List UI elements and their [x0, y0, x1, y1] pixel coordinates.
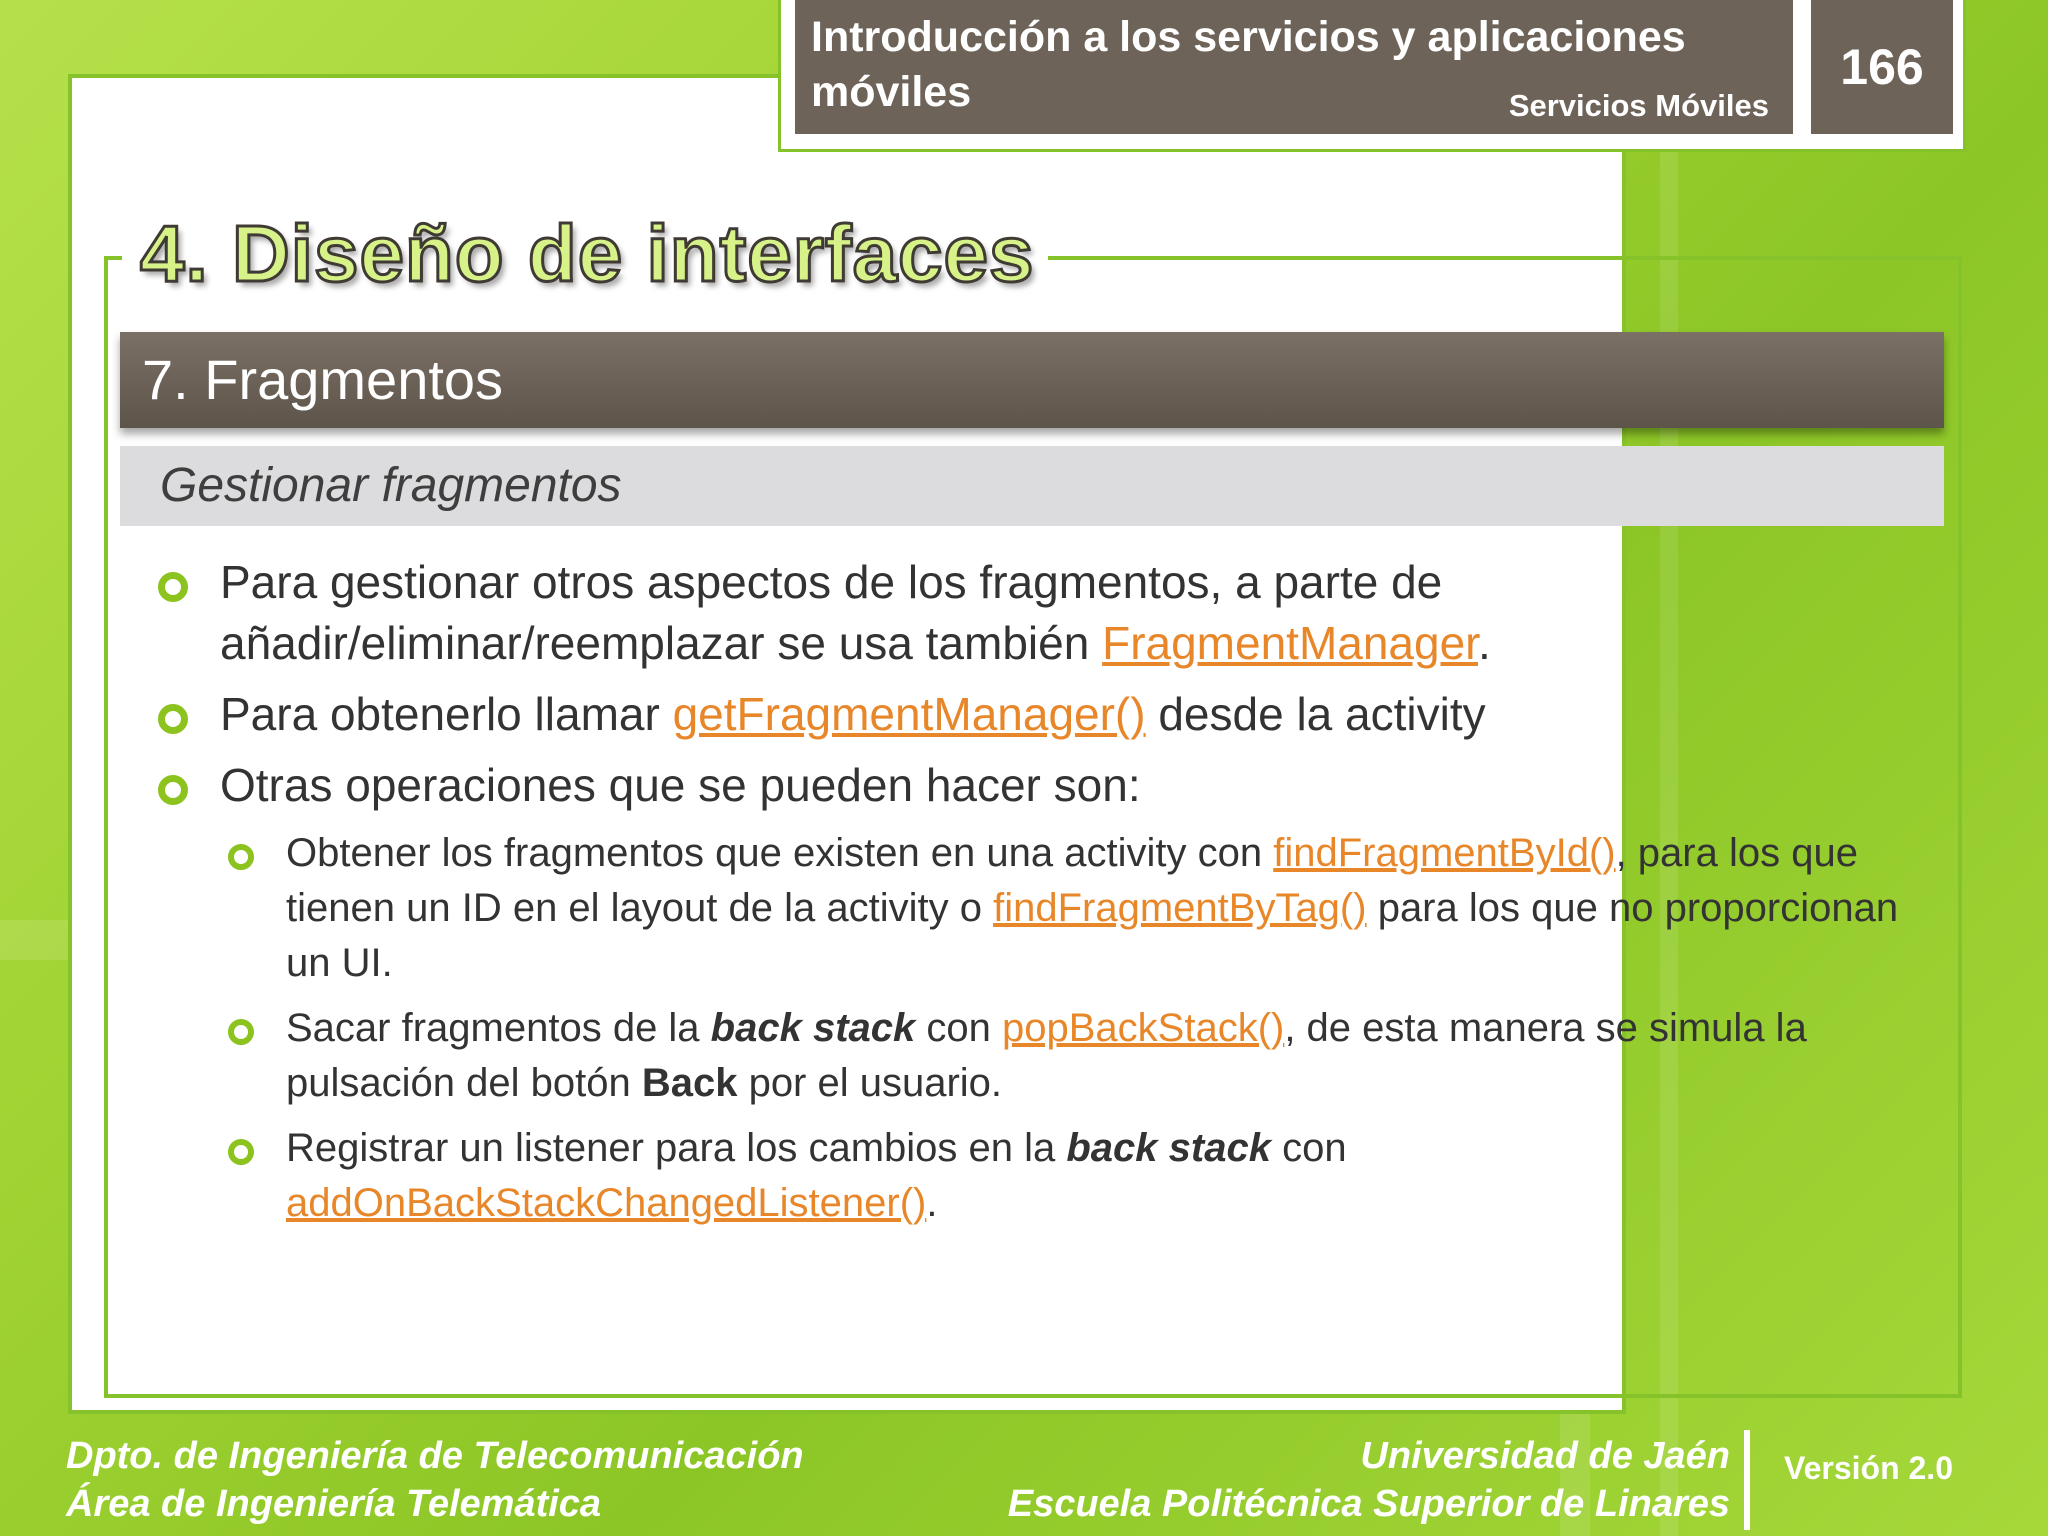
bullet-text: desde la activity [1145, 688, 1486, 740]
bullet-text: con [915, 1006, 1002, 1050]
course-title: Introducción a los servicios y aplicaciones móviles [811, 13, 1686, 116]
bullet-text: Sacar fragmentos de la [286, 1006, 711, 1050]
findfragmentbyid-link[interactable]: findFragmentById() [1273, 831, 1616, 875]
emphasis-text: back stack [1066, 1126, 1271, 1170]
frame-line [1958, 256, 1962, 1398]
bullet-list [158, 552, 1928, 1241]
bullet-text: , de esta manera se simula la pulsación del botón [286, 1006, 1807, 1105]
addonbackstackchangedlistener-link[interactable]: addOnBackStackChangedListener() [286, 1181, 927, 1225]
background-streak [0, 920, 70, 960]
bullet-text: Para gestionar otros aspectos de los fragmentos, a parte de añadir/eliminar/reemplazar se usa también [220, 556, 1443, 669]
sub-bullet-item [158, 1121, 1928, 1231]
frame-line [1048, 256, 1962, 260]
bullet-text: Para obtenerlo llamar [220, 688, 673, 740]
university-name: Universidad de Jaén [1360, 1435, 1730, 1477]
page-number: 166 [1811, 0, 1953, 134]
slide-title: 4. Diseño de interfaces [140, 209, 1035, 298]
bullet-text: . [926, 1181, 938, 1225]
bullet-item [158, 755, 1928, 816]
sub-bullet-icon [228, 1019, 254, 1045]
section-heading: 7. Fragmentos [120, 332, 1944, 428]
bullet-item [158, 684, 1928, 745]
fragmentmanager-link[interactable]: FragmentManager [1102, 617, 1478, 669]
findfragmentbytag-link[interactable]: findFragmentByTag() [993, 886, 1367, 930]
bullet-item [158, 552, 1928, 674]
footer-left [66, 1432, 804, 1528]
course-subtitle: Servicios Móviles [1508, 88, 1769, 123]
subsection-heading: Gestionar fragmentos [120, 446, 1944, 526]
bullet-text: para los que no proporcionan un UI. [286, 886, 1899, 985]
version-label: Versión 2.0 [1784, 1450, 1953, 1486]
bullet-text: Registrar un listener para los cambios en la [286, 1126, 1067, 1170]
frame-line [104, 256, 122, 260]
header-title-box [795, 0, 1793, 134]
bullet-text: . [1477, 617, 1491, 669]
school-name: Escuela Politécnica Superior de Linares [1007, 1483, 1730, 1525]
popbackstack-link[interactable]: popBackStack() [1001, 1006, 1285, 1050]
bullet-text: Obtener los fragmentos que existen en una activity con [286, 831, 1274, 875]
sub-bullet-item [158, 1001, 1928, 1111]
department-name: Dpto. de Ingeniería de Telecomunicación [66, 1435, 804, 1477]
bullet-text: con [1270, 1126, 1347, 1170]
sub-bullet-icon [228, 844, 254, 870]
frame-line [104, 256, 108, 1398]
bullet-icon [158, 704, 188, 734]
strong-text: Back [641, 1061, 738, 1105]
sub-bullet-item [158, 826, 1928, 991]
emphasis-text: back stack [710, 1006, 916, 1050]
getfragmentmanager-link[interactable]: getFragmentManager() [672, 688, 1146, 740]
frame-line [104, 1394, 1962, 1398]
bullet-text: por el usuario. [737, 1061, 1003, 1105]
sub-bullet-icon [228, 1139, 254, 1165]
bullet-icon [158, 775, 188, 805]
footer-divider [1744, 1430, 1750, 1530]
bullet-text: Otras operaciones que se pueden hacer son: [220, 759, 1141, 811]
area-name: Área de Ingeniería Telemática [66, 1483, 602, 1525]
bullet-icon [158, 572, 188, 602]
footer-right [1008, 1432, 1730, 1528]
bullet-text: , para los que tienen un ID en el layout de la activity o [286, 831, 1858, 930]
